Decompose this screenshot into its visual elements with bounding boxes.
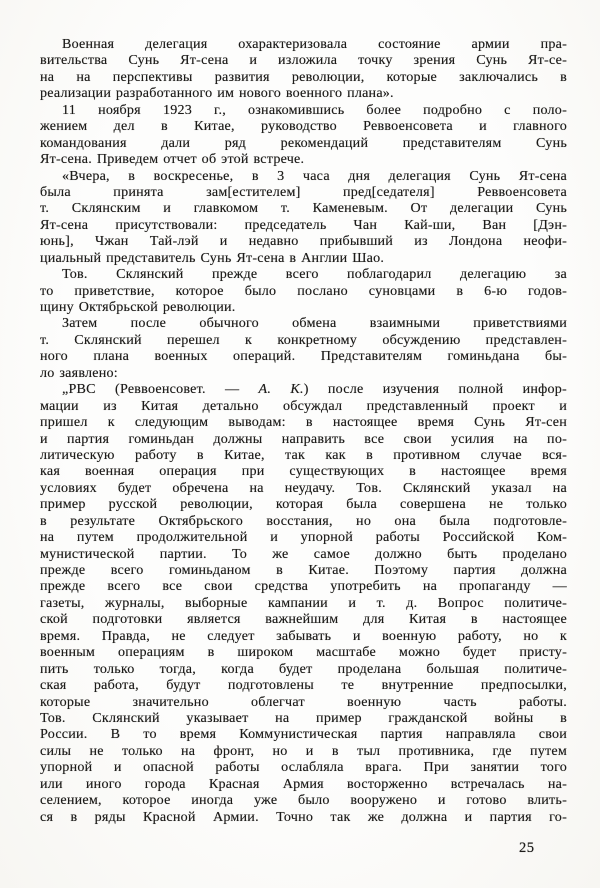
text-line: ся в ряды Красной Армии. Точно так же должна и партия го- xyxy=(40,808,567,825)
text-line: Тов. Склянский прежде всего поблагодарил делегацию за xyxy=(62,266,567,283)
text-line: на путем продолжительной и упорной работы Российской Ком- xyxy=(40,529,567,546)
text-line: Затем после обычного обмена взаимными приветствиями xyxy=(62,315,567,332)
text-line: условиях будет обречена на неудачу. Тов. Склянский указал на xyxy=(40,479,567,496)
text-line xyxy=(40,381,567,397)
text-line: пример русской революции, которая была совершена не только xyxy=(40,496,567,513)
text-line: т. Склянский перешел к конкретному обсуждению представлен- xyxy=(40,331,567,348)
text-line: ло заявлено: xyxy=(40,364,118,381)
text-line: т. Склянским и главкомом т. Каменевым. От делегации Сунь xyxy=(40,200,567,217)
text-line: ская работа, будут подготовлены те внутренние предпосылки, xyxy=(40,677,567,694)
text-line: упорной и опасной работы ослабляла врага. При занятии того xyxy=(40,759,567,776)
text-line: Ят-сена. Приведем отчет об этой встрече. xyxy=(40,151,305,168)
text-line: и партия гоминьдан должны направить все свои усилия на по- xyxy=(40,430,567,447)
text-line: пить только тогда, когда будет проделана большая политиче- xyxy=(40,660,567,677)
text-segment: ) после изучения полной инфор- xyxy=(303,381,567,398)
text-line: или иного города Красная Армия восторженно встречалась на- xyxy=(40,775,567,792)
text-line: Тов. Склянский указывает на пример гражданской войны в xyxy=(40,709,567,726)
text-line: «Вчера, в воскресенье, в 3 часа дня делегация Сунь Ят-сена xyxy=(62,167,567,184)
text-line: в результате Октябрьского восстания, но она была подготовле- xyxy=(40,512,567,529)
text-line: жением дел в Китае, руководство Реввоенсовета и главного xyxy=(40,118,567,135)
text-line: прежде всего все свои средства употребить на пропаганду — xyxy=(40,578,567,595)
text-line: вительства Сунь Ят-сена и изложила точку зрения Сунь Ят-се- xyxy=(40,52,567,69)
text-line: литическую работу в Китае, так как в противном случае вся- xyxy=(40,446,567,463)
text-line: Военная делегация охарактеризовала состояние армии пра- xyxy=(62,36,567,52)
text-line: мации из Китая детально обсуждал представленный проект и xyxy=(40,397,567,414)
text-line: юнь], Чжан Тай-лэй и недавно прибывший из Лондона неофи- xyxy=(40,233,567,250)
text-segment: „РВС (Реввоенсовет. — xyxy=(62,381,259,398)
text-line: командования дали ряд рекомендаций представителям Сунь xyxy=(40,134,567,151)
text-line: была принята зам[естителем] пред[седателя] Реввоенсовета xyxy=(40,183,567,200)
text-line: время. Правда, не следует забывать и военную работу, но к xyxy=(40,627,567,644)
text-line: газеты, журналы, выборные кампании и т. д. Вопрос политиче- xyxy=(40,594,567,611)
text-line: циальный представитель Сунь Ят-сена в Англии Шао. xyxy=(40,249,385,266)
text-line: ской подготовки является важнейшим для Китая в настоящее xyxy=(40,611,567,628)
text-line: мунистической партии. То же самое должно быть проделано xyxy=(40,545,567,562)
page-text xyxy=(40,36,567,825)
text-line: на на перспективы развития революции, которые заключались в xyxy=(40,68,567,85)
text-line: прежде всего гоминьданом в Китае. Поэтому партия должна xyxy=(40,562,567,578)
text-line: то приветствие, которое было послано суновцами в 6-ю годов- xyxy=(40,282,567,299)
text-line: 11 ноября 1923 г., ознакомившись более подробно с поло- xyxy=(62,101,567,118)
text-line: щину Октябрьской революции. xyxy=(40,299,236,315)
page-number: 25 xyxy=(519,840,535,856)
text-line: Ят-сена присутствовали: председатель Чан Кай-ши, Ван [Дэн- xyxy=(40,216,567,233)
text-line: селением, которое иногда уже было вооружено и готово влить- xyxy=(40,792,567,809)
text-line: пришел к следующим выводам: в настоящее время Сунь Ят-сен xyxy=(40,414,567,431)
text-line: ного плана военных операций. Представителям гоминьдана бы- xyxy=(40,348,567,365)
text-line: силы не только на фронт, но и в тыл противника, где путем xyxy=(40,742,567,759)
text-segment-italic: А. К. xyxy=(258,381,304,398)
text-line: кая военная операция при существующих в настоящее время xyxy=(40,463,567,480)
text-line: военным операциям в широком масштабе можно будет присту- xyxy=(40,644,567,661)
text-line: реализации разработанного им нового военного плана». xyxy=(40,85,394,102)
text-line: которые значительно облегчат военную часть работы. xyxy=(40,693,567,710)
text-line: России. В то время Коммунистическая партия направляла свои xyxy=(40,726,567,743)
